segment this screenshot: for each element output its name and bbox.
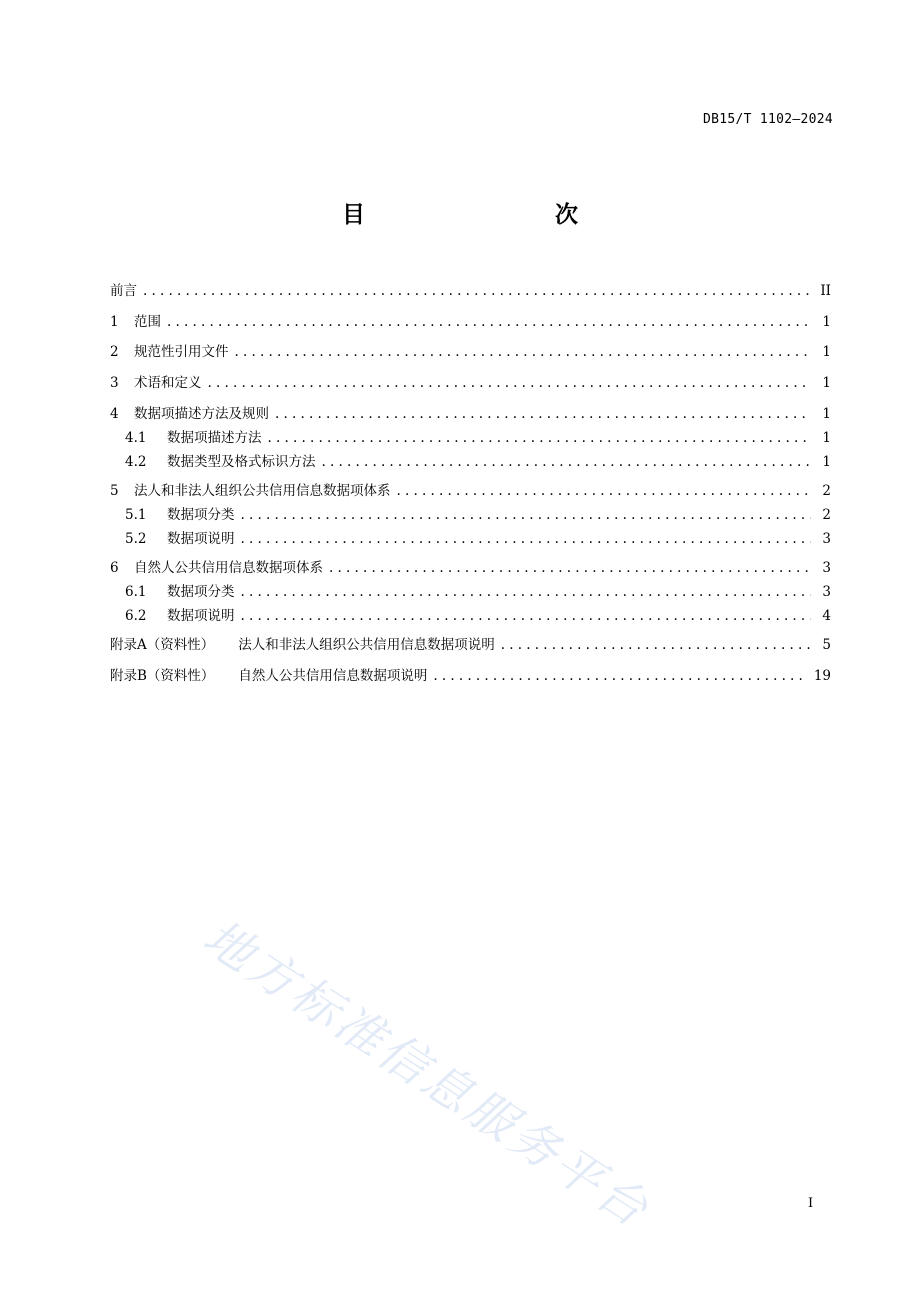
toc-entry-label: 数据类型及格式标识方法: [167, 454, 316, 470]
toc-entry-page: 2: [822, 483, 831, 499]
toc-entry-number: 5: [110, 483, 119, 499]
toc-title: 目 次: [342, 202, 626, 228]
toc-entry-page: 3: [822, 560, 831, 576]
toc-entry-label: 数据项说明: [167, 531, 235, 547]
toc-entry-number: 4: [110, 406, 119, 422]
toc-leader-dots: [501, 635, 811, 655]
toc-entry-number: 3: [110, 375, 119, 391]
toc-leader-dots: [433, 666, 807, 686]
toc-leader-dots: [143, 281, 811, 301]
toc-entry-3[interactable]: [110, 373, 831, 393]
toc-entry-4[interactable]: [110, 404, 831, 424]
toc-entry-page: 3: [822, 584, 831, 600]
toc-entry-appendix-b[interactable]: [110, 666, 831, 686]
toc-entry-page: 3: [822, 531, 831, 547]
toc-entry-page: 19: [813, 668, 831, 684]
toc-leader-dots: [397, 481, 812, 501]
toc-leader-dots: [275, 404, 811, 424]
toc-entry-number: 6: [110, 560, 119, 576]
toc-leader-dots: [167, 312, 811, 332]
toc-entry-page: 1: [822, 314, 831, 330]
page-number: I: [808, 1196, 814, 1211]
toc-entry-6[interactable]: [110, 558, 831, 578]
toc-entry-number: 5.2: [125, 531, 147, 547]
toc-entry-number: 5.1: [125, 507, 147, 523]
toc-entry-label: 数据项说明: [167, 608, 235, 624]
toc-entry-6-1[interactable]: [110, 582, 831, 602]
toc-entry-label: 数据项描述方法及规则: [134, 406, 269, 422]
toc-leader-dots: [241, 505, 812, 525]
toc-leader-dots: [329, 558, 811, 578]
toc-leader-dots: [241, 529, 812, 549]
toc-entry-number: 4.2: [125, 454, 147, 470]
toc-entry-page: 1: [822, 454, 831, 470]
toc-entry-appendix-a[interactable]: [110, 635, 831, 655]
toc-entry-label: 自然人公共信用信息数据项体系: [134, 560, 323, 576]
toc-entry-page: 1: [822, 430, 831, 446]
toc-entry-page: 1: [822, 375, 831, 391]
toc-entry-5-2[interactable]: [110, 529, 831, 549]
toc-leader-dots: [241, 606, 812, 626]
toc-entry-2[interactable]: [110, 342, 831, 362]
toc-entry-page: II: [820, 283, 831, 299]
toc-leader-dots: [208, 373, 812, 393]
toc-entry-label: 前言: [110, 283, 137, 299]
toc-entry-4-2[interactable]: [110, 452, 831, 472]
toc-entry-label: 数据项分类: [167, 507, 235, 523]
toc-appendix-prefix: 附录A（资料性）: [110, 637, 215, 653]
toc-entry-1[interactable]: [110, 312, 831, 332]
toc-entry-number: 6.1: [125, 584, 147, 600]
toc-leader-dots: [241, 582, 812, 602]
toc-entry-page: 5: [822, 637, 831, 653]
toc-leader-dots: [268, 428, 812, 448]
toc-leader-dots: [235, 342, 812, 362]
toc-entry-page: 2: [822, 507, 831, 523]
toc-entry-6-2[interactable]: [110, 606, 831, 626]
toc-entry-label: 数据项分类: [167, 584, 235, 600]
toc-leader-dots: [322, 452, 812, 472]
toc-entry-number: 1: [110, 314, 119, 330]
toc-entry-label: 规范性引用文件: [134, 344, 229, 360]
toc-entry-number: 4.1: [125, 430, 147, 446]
toc-entry-label: 法人和非法人组织公共信用信息数据项体系: [134, 483, 391, 499]
toc-entry-page: 4: [822, 608, 831, 624]
document-code: DB15/T 1102—2024: [702, 112, 833, 127]
toc-entry-page: 1: [822, 406, 831, 422]
toc-entry-number: 6.2: [125, 608, 147, 624]
toc-entry-foreword[interactable]: [110, 281, 831, 301]
watermark: 地方标准信息服务平台: [193, 909, 661, 1240]
toc-entry-label: 数据项描述方法: [167, 430, 262, 446]
toc-entry-label: 自然人公共信用信息数据项说明: [238, 668, 428, 684]
toc-entry-label: 术语和定义: [134, 375, 202, 391]
toc-entry-label: 法人和非法人组织公共信用信息数据项说明: [238, 637, 495, 653]
toc-appendix-prefix: 附录B（资料性）: [110, 668, 215, 684]
toc-entry-number: 2: [110, 344, 119, 360]
toc-entry-page: 1: [822, 344, 831, 360]
toc-entry-5-1[interactable]: [110, 505, 831, 525]
toc-entry-5[interactable]: [110, 481, 831, 501]
toc-entry-4-1[interactable]: [110, 428, 831, 448]
toc-entry-label: 范围: [134, 314, 161, 330]
